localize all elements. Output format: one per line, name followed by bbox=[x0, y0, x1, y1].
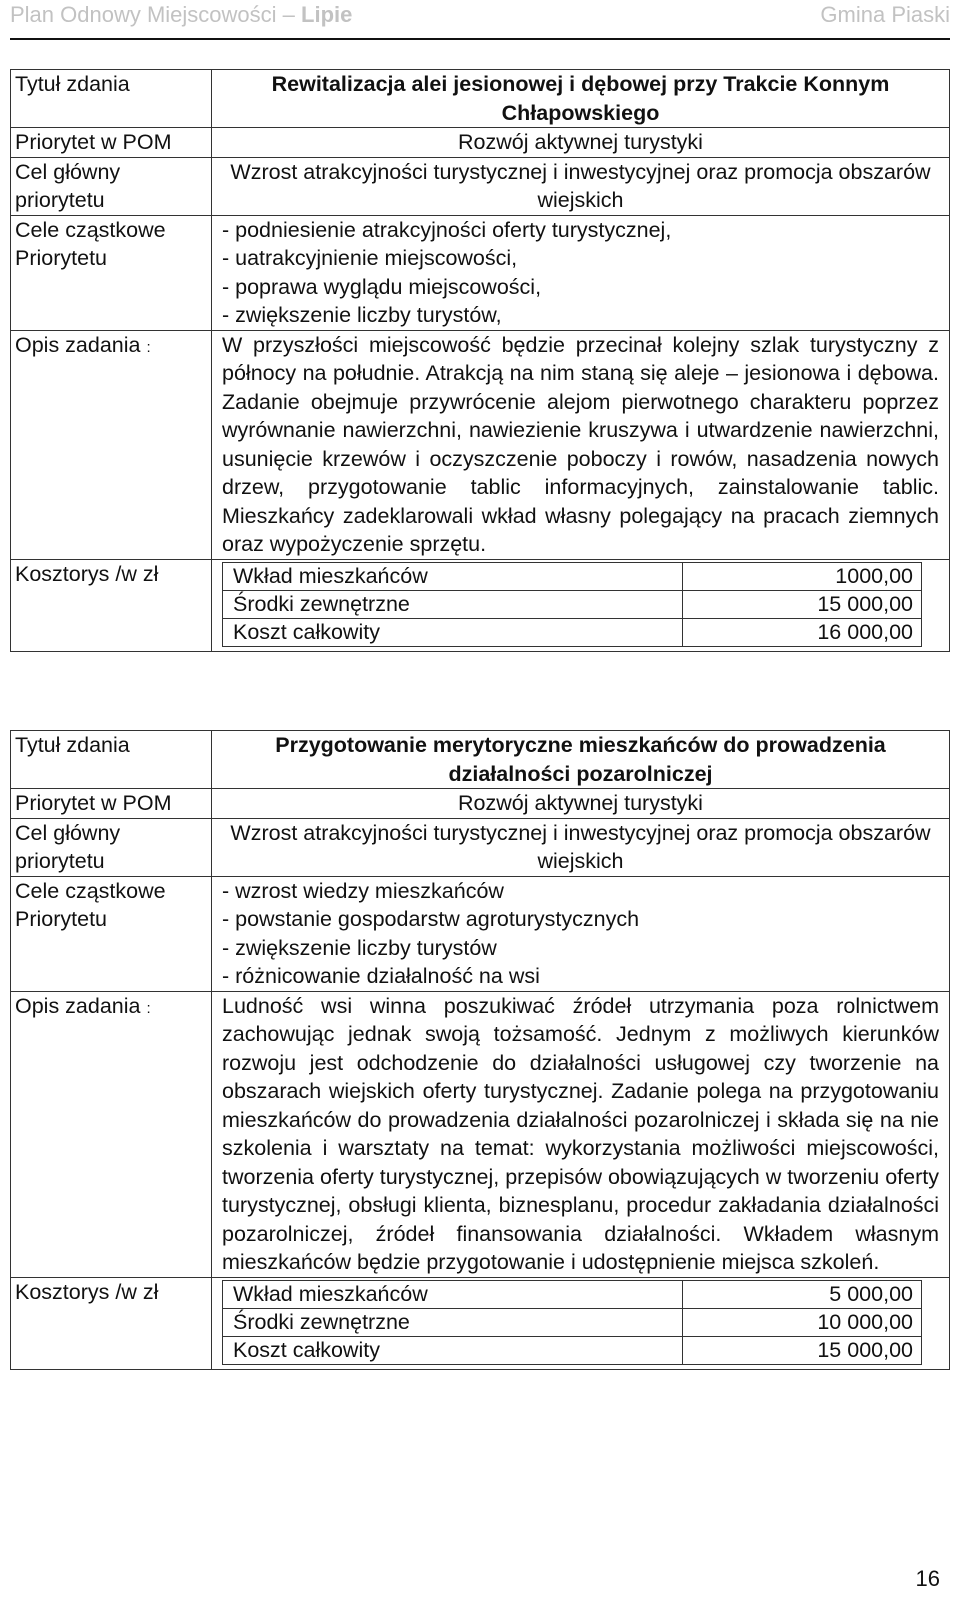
label-cost: Kosztorys /w zł bbox=[11, 1277, 212, 1369]
cost-amount: 15 000,00 bbox=[683, 590, 922, 618]
header-document-title bbox=[10, 2, 352, 28]
label-partial-goals: Cele cząstkowe Priorytetu bbox=[11, 215, 212, 330]
list-item: - wzrost wiedzy mieszkańców bbox=[222, 878, 504, 903]
label-cost: Kosztorys /w zł bbox=[11, 559, 212, 651]
row-description bbox=[11, 991, 950, 1277]
row-cost bbox=[11, 1277, 950, 1369]
task-cost bbox=[212, 559, 950, 651]
cost-amount: 5 000,00 bbox=[683, 1280, 922, 1308]
list-item: - zwiększenie liczby turystów, bbox=[222, 303, 502, 327]
task-partial-goals bbox=[212, 876, 950, 991]
cost-amount: 16 000,00 bbox=[683, 618, 922, 646]
row-cost bbox=[11, 559, 950, 651]
label-partial-goals: Cele cząstkowe Priorytetu bbox=[11, 876, 212, 991]
task-partial-goals bbox=[212, 215, 950, 330]
row-description bbox=[11, 330, 950, 559]
row-priority bbox=[11, 128, 950, 158]
page-header bbox=[0, 0, 960, 42]
task-description: Ludność wsi winna poszukiwać źródeł utrzymania poza rolnictwem zachowując jednak swoją tożsamość. Jednym z możliwych kierunków rozwoju jest odchodzenie do działalności usługowej czy tworzenie na obszarach wiejskich oferty turystycznej. Zadanie polega na przygotowaniu mieszkańców do prowadzenia działalności pozarolniczej i składa się na nie szkolenia i warsztaty na temat: wykorzystania możliwości miejscowości, tworzenia oferty turystycznej, przepisów obowiązujących w tworzeniu oferty turystycznej, obsługi klienta, biznesplanu, procedur zakładania działalności pozarolniczej, źródeł finansowania działalności. Wkładem własnym mieszkańców będzie przygotowanie i udostępnienie miejsca szkoleń. bbox=[212, 991, 950, 1277]
cost-label: Środki zewnętrzne bbox=[223, 1308, 683, 1336]
label-main-goal: Cel główny priorytetu bbox=[11, 818, 212, 876]
label-title: Tytuł zdania bbox=[11, 70, 212, 128]
cost-table bbox=[222, 1280, 922, 1365]
cost-row bbox=[223, 1336, 922, 1364]
label-description bbox=[11, 991, 212, 1277]
page-number: 16 bbox=[915, 1566, 940, 1591]
row-partial-goals bbox=[11, 215, 950, 330]
cost-label: Wkład mieszkańców bbox=[223, 562, 683, 590]
list-item: - zwiększenie liczby turystów bbox=[222, 935, 497, 960]
list-item: - uatrakcyjnienie miejscowości, bbox=[222, 246, 518, 270]
row-main-goal bbox=[11, 157, 950, 215]
label-main-goal: Cel główny priorytetu bbox=[11, 157, 212, 215]
row-partial-goals bbox=[11, 876, 950, 991]
task-title: Przygotowanie merytoryczne mieszkańców do prowadzenia działalności pozarolniczej bbox=[212, 731, 950, 789]
task-table-1 bbox=[10, 69, 950, 652]
cost-label: Środki zewnętrzne bbox=[223, 590, 683, 618]
header-village-name: Lipie bbox=[301, 2, 353, 27]
cost-label: Wkład mieszkańców bbox=[223, 1280, 683, 1308]
task-description: W przyszłości miejscowość będzie przecinał kolejny szlak turystyczny z północy na południe. Atrakcją na nim staną się aleje – jesionowa i dębowa. Zadanie obejmuje przywrócenie alejom pierwotnego charakteru poprzez wyrównanie nawierzchni, nawiezienie kruszywa i utwardzenie nawierzchni, usunięcie krzewów i oczyszczenie poboczy i rowów, nasadzenia nowych drzew, przygotowanie tablic informacyjnych, zainstalowanie tablic. Mieszkańcy zadeklarowali wkład własny polegający na pracach ziemnych oraz wypożyczenie sprzętu. bbox=[212, 330, 950, 559]
header-municipality: Gmina Piaski bbox=[820, 2, 950, 27]
row-main-goal bbox=[11, 818, 950, 876]
task-main-goal: Wzrost atrakcyjności turystycznej i inwestycyjnej oraz promocja obszarów wiejskich bbox=[212, 157, 950, 215]
cost-amount: 10 000,00 bbox=[683, 1308, 922, 1336]
task-cost bbox=[212, 1277, 950, 1369]
label-title: Tytuł zdania bbox=[11, 731, 212, 789]
label-priority: Priorytet w POM bbox=[11, 789, 212, 819]
cost-row bbox=[223, 618, 922, 646]
list-item: - podniesienie atrakcyjności oferty turystycznej, bbox=[222, 217, 672, 242]
label-description-text: Opis zadania bbox=[15, 993, 141, 1018]
cost-table bbox=[222, 562, 922, 647]
label-description bbox=[11, 330, 212, 559]
label-description-colon: : bbox=[146, 338, 151, 356]
task-priority: Rozwój aktywnej turystyki bbox=[212, 789, 950, 819]
row-title bbox=[11, 70, 950, 128]
list-item: - różnicowanie działalność na wsi bbox=[222, 964, 540, 988]
cost-row bbox=[223, 562, 922, 590]
label-description-colon: : bbox=[146, 999, 151, 1017]
list-item: - powstanie gospodarstw agroturystycznych bbox=[222, 907, 640, 931]
label-priority: Priorytet w POM bbox=[11, 128, 212, 158]
list-item: - poprawa wyglądu miejscowości, bbox=[222, 274, 542, 299]
task-table-2 bbox=[10, 730, 950, 1370]
label-description-text: Opis zadania bbox=[15, 332, 141, 357]
cost-label: Koszt całkowity bbox=[223, 618, 683, 646]
cost-row bbox=[223, 1280, 922, 1308]
task-main-goal: Wzrost atrakcyjności turystycznej i inwestycyjnej oraz promocja obszarów wiejskich bbox=[212, 818, 950, 876]
cost-label: Koszt całkowity bbox=[223, 1336, 683, 1364]
cost-amount: 1000,00 bbox=[683, 562, 922, 590]
header-prefix: Plan Odnowy Miejscowości – bbox=[10, 2, 302, 27]
cost-amount: 15 000,00 bbox=[683, 1336, 922, 1364]
row-title bbox=[11, 731, 950, 789]
row-priority bbox=[11, 789, 950, 819]
cost-row bbox=[223, 1308, 922, 1336]
header-rule bbox=[10, 38, 950, 40]
cost-row bbox=[223, 590, 922, 618]
task-priority: Rozwój aktywnej turystyki bbox=[212, 128, 950, 158]
task-title: Rewitalizacja alei jesionowej i dębowej przy Trakcie Konnym Chłapowskiego bbox=[212, 70, 950, 128]
